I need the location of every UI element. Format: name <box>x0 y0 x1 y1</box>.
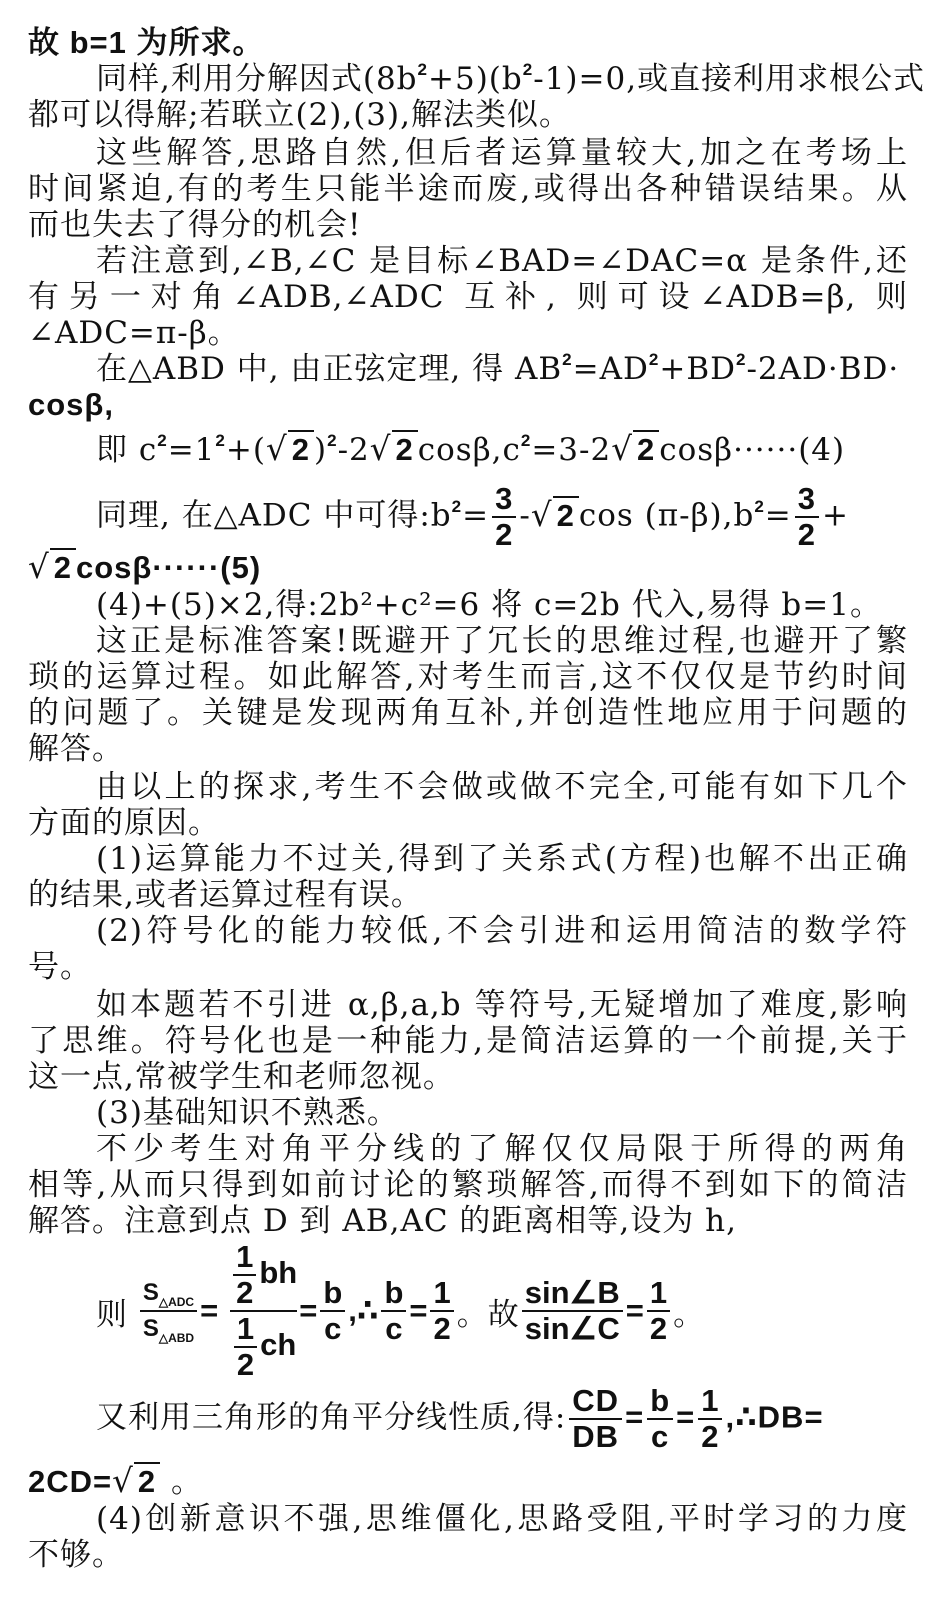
text-span: + <box>822 497 850 534</box>
fraction: $\frac{1}{2}$ <box>233 1240 256 1310</box>
text-line <box>28 548 261 586</box>
fraction: $\frac{b}{c}$ <box>647 1384 673 1454</box>
text-line <box>96 1383 824 1454</box>
fraction: $\frac{1}{2}$ bh $\frac{1}{2}$ ch <box>230 1240 297 1382</box>
text-span: = <box>409 1293 428 1328</box>
text-span: 2CD= <box>28 1464 113 1499</box>
text-line: (3)基础知识不熟悉。 <box>96 1095 399 1131</box>
text-span: -2AD·BD· <box>746 351 900 387</box>
sqrt: √ 2 <box>112 1462 160 1501</box>
text-span: 。 <box>160 1464 203 1500</box>
text-line: 了思维。符号化也是一种能力,是简洁运算的一个前提,关于 <box>28 1023 908 1059</box>
fraction: $\frac{1}{2}$ <box>647 1276 670 1346</box>
text-line: 而也失去了得分的机会! <box>28 207 362 243</box>
text-line: 琐的运算过程。如此解答,对考生而言,这不仅仅是节约时间 <box>28 659 908 695</box>
text-span: = <box>625 1293 644 1328</box>
text-span: 又利用三角形的角平分线性质,得: <box>96 1399 567 1436</box>
text-line: (2)符号化的能力较低,不会引进和运用简洁的数学符 <box>96 913 908 949</box>
sqrt: √ 2 <box>266 430 314 469</box>
text-line <box>28 1462 203 1500</box>
fraction: $\frac{1}{2}$ <box>430 1276 453 1346</box>
superscript: 2 <box>157 431 168 451</box>
text-span: 同样,利用分解因式$(8b^2+5)(b^2-1)=0$,或直接利用求根公式 <box>96 60 926 97</box>
text-span: = <box>299 1293 318 1328</box>
superscript: 2 <box>735 350 747 370</box>
text-line: 都可以得解;若联立(2),(3),解法类似。 <box>28 97 571 133</box>
text-span: = <box>764 497 792 534</box>
superscript: 2 <box>648 350 660 370</box>
superscript: 2 <box>451 496 463 516</box>
text-line: 解答。 <box>28 731 124 767</box>
text-span: 即 c <box>96 432 158 468</box>
text-line: 的问题了。关键是发现两角互补,并创造性地应用于问题的 <box>28 695 908 731</box>
text-span: ) <box>313 432 328 468</box>
fraction: $\frac{S_{\triangle ADC}}{S_{\triangle ABD}}$ <box>140 1276 197 1346</box>
sqrt: √ 2 <box>370 430 418 469</box>
text-span: cosβ,c <box>417 432 521 468</box>
sqrt: √ 2 <box>28 548 76 587</box>
fraction: $\frac{CD}{DB}$ <box>569 1384 622 1454</box>
text-line <box>96 430 845 468</box>
text-span: = <box>462 497 490 534</box>
superscript: 2 <box>754 496 765 516</box>
fraction: $\frac{1}{2}$ <box>234 1312 257 1382</box>
text-line: 解答。注意到点 D 到 AB,AC 的距离相等,设为 h, <box>28 1203 737 1239</box>
text-line: (1)运算能力不过关,得到了关系式(方程)也解不出正确 <box>96 841 908 877</box>
fraction: $\frac{b}{c}$ <box>381 1276 406 1346</box>
text-line: ∠ADC=π-β。 <box>28 315 240 351</box>
text-span: =AD <box>572 351 649 387</box>
sqrt: √ 2 <box>531 487 579 544</box>
text-span: - <box>519 497 531 534</box>
text-line: 若注意到,∠B,∠C 是目标∠BAD=∠DAC=α 是条件,还 <box>96 243 908 279</box>
text-line: 由以上的探求,考生不会做或做不完全,可能有如下几个 <box>96 769 908 805</box>
fraction: $\frac{3}{2}$ <box>492 482 516 552</box>
text-line: 故 b=1 为所求。 <box>28 25 265 60</box>
text-span: 。故 <box>456 1296 519 1333</box>
text-line: cosβ, <box>28 387 114 422</box>
superscript: 2 <box>562 350 573 370</box>
text-line: (4)+(5)×2,得:2b²+c²=6 将 c=2b 代入,易得 b=1。 <box>96 587 882 623</box>
area-ratio-equation <box>96 1240 704 1382</box>
text-line: 的结果,或者运算过程有误。 <box>28 877 423 913</box>
text-line: 不少考生对角平分线的了解仅仅局限于所得的两角 <box>96 1131 908 1167</box>
sqrt: √ 2 <box>611 430 659 469</box>
superscript: 2 <box>215 431 226 451</box>
text-span: +( <box>225 432 266 468</box>
superscript: 2 <box>327 431 338 451</box>
text-span: cosβ······(4) <box>659 432 846 468</box>
fraction: $\frac{\sin\angle B}{\sin\angle C}$ <box>522 1276 623 1346</box>
text-line: 号。 <box>28 949 92 985</box>
text-span: 同理, 在△ADC 中可得:b <box>96 497 452 534</box>
text-span: cosβ······(5) <box>76 550 262 585</box>
text-line <box>96 350 899 388</box>
text-line: 这正是标准答案!既避开了冗长的思维过程,也避开了繁 <box>96 623 908 659</box>
text-line: 这一点,常被学生和老师忽视。 <box>28 1059 455 1095</box>
text-span: 在△ABD 中, 由正弦定理, 得 AB <box>96 351 563 387</box>
text-span: cos (π-β),b <box>578 497 755 534</box>
fraction: $\frac{b}{c}$ <box>320 1276 345 1346</box>
text-line: 如本题若不引进 α,β,a,b 等符号,无疑增加了难度,影响 <box>96 987 908 1023</box>
text-span: +BD <box>659 351 736 387</box>
text-line: 方面的原因。 <box>28 805 220 841</box>
text-line: 这些解答,思路自然,但后者运算量较大,加之在考场上 <box>96 135 908 171</box>
text-span: = <box>200 1293 219 1328</box>
text-span: =3-2 <box>531 432 612 468</box>
text-span: 。 <box>673 1296 705 1333</box>
fraction: $\frac{1}{2}$ <box>698 1384 722 1454</box>
text-line: (4)创新意识不强,思维僵化,思路受阻,平时学习的力度 <box>96 1501 908 1537</box>
text-span: =1 <box>167 432 216 468</box>
text-line: 时间紧迫,有的考生只能半途而废,或得出各种错误结果。从 <box>28 171 908 207</box>
text-line <box>96 60 926 98</box>
text-span: = <box>676 1399 696 1435</box>
text-span: ,∴ <box>348 1293 379 1328</box>
superscript: 2 <box>520 431 532 451</box>
text-line <box>96 481 850 552</box>
text-line: 不够。 <box>28 1537 124 1573</box>
text-span: -2 <box>337 432 370 468</box>
text-span: ,∴DB= <box>725 1399 824 1435</box>
text-span: = <box>625 1399 645 1435</box>
text-line: 相等,从而只得到如前讨论的繁琐解答,而得不到如下的简洁 <box>28 1167 908 1203</box>
text-span: 则 <box>96 1296 127 1333</box>
text-line: 有另一对角∠ADB,∠ADC 互补, 则可设∠ADB=β, 则 <box>28 279 908 315</box>
fraction: $\frac{3}{2}$ <box>795 482 819 552</box>
